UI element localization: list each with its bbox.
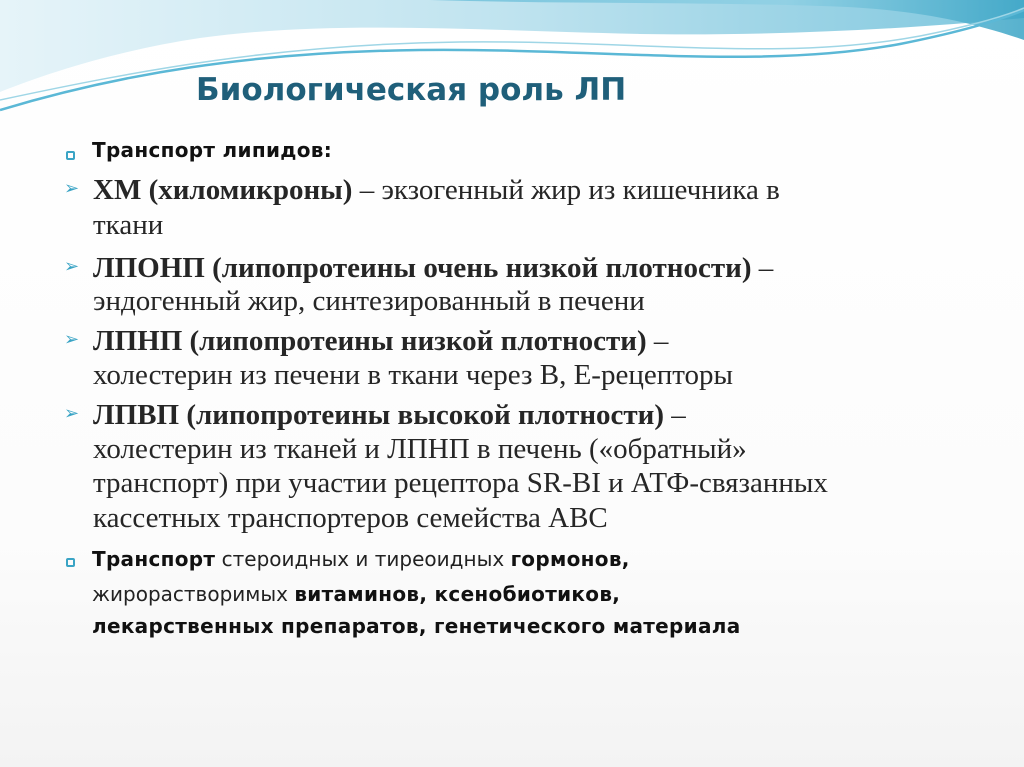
text-fragment: – xyxy=(664,399,686,431)
list-item-hdl-line4: кассетных транспортеров семейства АВС xyxy=(93,502,608,534)
text-fragment: жирорастворимых xyxy=(92,582,295,606)
hollow-square-bullet-icon xyxy=(66,558,75,567)
term-ldl: ЛПНП (липопротеины низкой плотности) xyxy=(93,325,647,357)
list-item-xm-line2: ткани xyxy=(93,209,164,241)
list-item-vldl-line2: эндогенный жир, синтезированный в печени xyxy=(93,285,645,317)
arrow-bullet-icon: ➢ xyxy=(64,403,80,424)
bold-hormones: гормонов, xyxy=(510,547,630,571)
term-xm: ХМ (хиломикроны) xyxy=(93,174,353,206)
text-fragment: стероидных и тиреоидных xyxy=(215,547,511,571)
arrow-bullet-icon: ➢ xyxy=(64,329,80,350)
list-item-hdl-line2: холестерин из тканей и ЛПНП в печень («обратный» xyxy=(93,433,747,465)
list-item-vldl-line1 xyxy=(93,252,773,285)
section-transport-line3: лекарственных препаратов, генетического материала xyxy=(92,614,741,638)
hollow-square-bullet-icon xyxy=(66,151,75,160)
section-transport-line1 xyxy=(92,547,630,571)
section-heading-lipid-transport: Транспорт липидов: xyxy=(92,138,332,162)
header-wave-decoration xyxy=(0,0,1024,140)
list-item-xm-line1 xyxy=(93,174,780,207)
arrow-bullet-icon: ➢ xyxy=(64,256,80,277)
bold-vitamins: витаминов, ксенобиотиков, xyxy=(294,582,621,606)
term-vldl: ЛПОНП (липопротеины очень низкой плотности) xyxy=(93,252,752,284)
list-item-ldl-line1 xyxy=(93,325,668,358)
arrow-bullet-icon: ➢ xyxy=(64,178,80,199)
text-fragment: – xyxy=(646,325,669,357)
term-hdl: ЛПВП (липопротеины высокой плотности) xyxy=(93,399,665,431)
section-transport-line2 xyxy=(92,582,620,606)
text-fragment: – xyxy=(751,252,774,284)
bold-transport: Транспорт xyxy=(92,547,216,571)
list-item-hdl-line1 xyxy=(93,399,686,432)
list-item-ldl-line2: холестерин из печени в ткани через В, Е-рецепторы xyxy=(93,359,734,391)
text-fragment: – экзогенный жир из кишечника в xyxy=(352,174,780,206)
list-item-hdl-line3: транспорт) при участии рецептора SR-BI и АТФ-связанных xyxy=(93,467,828,499)
slide-title: Биологическая роль ЛП xyxy=(196,72,627,108)
